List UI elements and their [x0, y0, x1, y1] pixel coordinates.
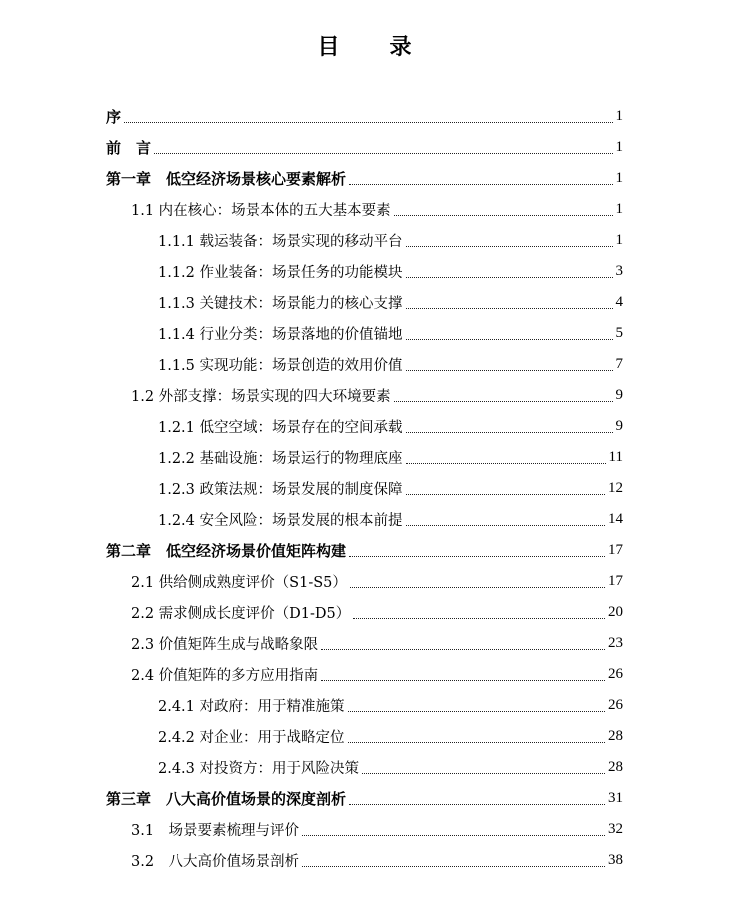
dot-leader	[349, 556, 605, 557]
toc-entry-label: 1.2.1 低空空域：场景存在的空间承载	[158, 420, 403, 436]
toc-entry[interactable]	[0, 318, 729, 349]
toc-entry-label: 2.1 供给侧成熟度评价（S1-S5）	[131, 575, 347, 591]
toc-entry-page-number: 5	[615, 325, 623, 341]
toc-entry[interactable]	[0, 845, 729, 876]
dot-leader	[321, 680, 605, 681]
toc-entry-page-number: 3	[615, 263, 623, 279]
toc-entry[interactable]	[0, 814, 729, 845]
toc-entry-page-number: 23	[608, 635, 623, 651]
toc-entry-label: 第三章 八大高价值场景的深度剖析	[106, 790, 347, 808]
dot-leader	[348, 711, 605, 712]
toc-entry-label: 1.2.4 安全风险：场景发展的根本前提	[158, 513, 403, 529]
toc-entry-label: 2.4.3 对投资方：用于风险决策	[158, 761, 360, 777]
toc-entry[interactable]	[0, 783, 729, 814]
toc-entry-page-number: 7	[615, 356, 623, 372]
dot-leader	[302, 835, 605, 836]
toc-entry[interactable]	[0, 721, 729, 752]
toc-entry-label: 1.1.1 载运装备：场景实现的移动平台	[158, 234, 403, 250]
dot-leader	[406, 494, 605, 495]
dot-leader	[406, 308, 613, 309]
toc-entry-page-number: 1	[615, 201, 623, 217]
dot-leader	[348, 742, 605, 743]
dot-leader	[154, 153, 612, 154]
toc-entry[interactable]	[0, 597, 729, 628]
toc-entry-page-number: 1	[615, 232, 623, 248]
toc-entry-page-number: 17	[608, 542, 623, 558]
toc-entry[interactable]	[0, 473, 729, 504]
toc-entry[interactable]	[0, 566, 729, 597]
dot-leader	[350, 587, 605, 588]
toc-entry-page-number: 32	[608, 821, 623, 837]
toc-entry-label: 1.1.4 行业分类：场景落地的价值锚地	[158, 327, 403, 343]
toc-entry[interactable]	[0, 101, 729, 132]
toc-entry[interactable]	[0, 349, 729, 380]
dot-leader	[349, 184, 612, 185]
toc-entry[interactable]	[0, 194, 729, 225]
toc-entry-page-number: 38	[608, 852, 623, 868]
toc-entry[interactable]	[0, 535, 729, 566]
toc-entry-page-number: 12	[608, 480, 623, 496]
toc-entry-page-number: 1	[615, 139, 623, 155]
toc-entry[interactable]	[0, 132, 729, 163]
toc-entry-page-number: 26	[608, 697, 623, 713]
toc-entry-label: 2.4 价值矩阵的多方应用指南	[131, 668, 319, 684]
dot-leader	[406, 463, 606, 464]
toc-entry-label: 1.2 外部支撑：场景实现的四大环境要素	[131, 389, 391, 405]
toc-entry-page-number: 17	[608, 573, 623, 589]
toc-entry-page-number: 9	[615, 418, 623, 434]
toc-entry-page-number: 31	[608, 790, 623, 806]
toc-entry[interactable]	[0, 690, 729, 721]
toc-entry-label: 1.1.2 作业装备：场景任务的功能模块	[158, 265, 403, 281]
dot-leader	[321, 649, 605, 650]
toc-entry[interactable]	[0, 287, 729, 318]
dot-leader	[302, 866, 605, 867]
dot-leader	[406, 277, 613, 278]
dot-leader	[406, 246, 613, 247]
toc-entry-label: 2.4.1 对政府：用于精准施策	[158, 699, 345, 715]
toc-entry-page-number: 28	[608, 759, 623, 775]
toc-entry-label: 2.3 价值矩阵生成与战略象限	[131, 637, 319, 653]
toc-entry-label: 第二章 低空经济场景价值矩阵构建	[106, 542, 347, 560]
toc-entry[interactable]	[0, 442, 729, 473]
dot-leader	[353, 618, 605, 619]
dot-leader	[406, 339, 613, 340]
toc-entry[interactable]	[0, 659, 729, 690]
toc-entry-label: 1.2.2 基础设施：场景运行的物理底座	[158, 451, 403, 467]
toc-entry-label: 第一章 低空经济场景核心要素解析	[106, 170, 347, 188]
toc-entry-page-number: 1	[615, 170, 623, 186]
dot-leader	[362, 773, 605, 774]
toc-entry[interactable]	[0, 504, 729, 535]
toc-entry[interactable]	[0, 380, 729, 411]
toc-entry-label: 1.1 内在核心：场景本体的五大基本要素	[131, 203, 391, 219]
toc-entry-label: 3.1 场景要素梳理与评价	[131, 823, 300, 839]
toc-entry[interactable]	[0, 256, 729, 287]
dot-leader	[394, 215, 613, 216]
toc-entry-label: 1.2.3 政策法规：场景发展的制度保障	[158, 482, 403, 498]
toc-entry-page-number: 28	[608, 728, 623, 744]
toc-entry-page-number: 4	[615, 294, 623, 310]
toc-entry[interactable]	[0, 411, 729, 442]
dot-leader	[406, 432, 613, 433]
toc-entry-page-number: 26	[608, 666, 623, 682]
table-of-contents	[0, 101, 729, 876]
toc-entry-label: 2.2 需求侧成长度评价（D1-D5）	[131, 606, 351, 622]
toc-entry-page-number: 9	[615, 387, 623, 403]
toc-entry-page-number: 11	[608, 449, 623, 465]
toc-entry-page-number: 1	[615, 108, 623, 124]
dot-leader	[394, 401, 613, 402]
dot-leader	[406, 525, 605, 526]
toc-entry-page-number: 14	[608, 511, 623, 527]
toc-entry-page-number: 20	[608, 604, 623, 620]
dot-leader	[406, 370, 613, 371]
dot-leader	[124, 122, 612, 123]
page-title: 目 录	[317, 35, 426, 60]
toc-entry[interactable]	[0, 628, 729, 659]
toc-entry[interactable]	[0, 225, 729, 256]
toc-entry-label: 1.1.3 关键技术：场景能力的核心支撑	[158, 296, 403, 312]
toc-entry-label: 1.1.5 实现功能：场景创造的效用价值	[158, 358, 403, 374]
toc-entry-label: 3.2 八大高价值场景剖析	[131, 854, 300, 870]
toc-entry-label: 2.4.2 对企业：用于战略定位	[158, 730, 345, 746]
toc-entry-label: 前 言	[106, 139, 152, 157]
toc-entry-label: 序	[106, 108, 122, 126]
dot-leader	[349, 804, 605, 805]
toc-entry[interactable]	[0, 163, 729, 194]
toc-entry[interactable]	[0, 752, 729, 783]
